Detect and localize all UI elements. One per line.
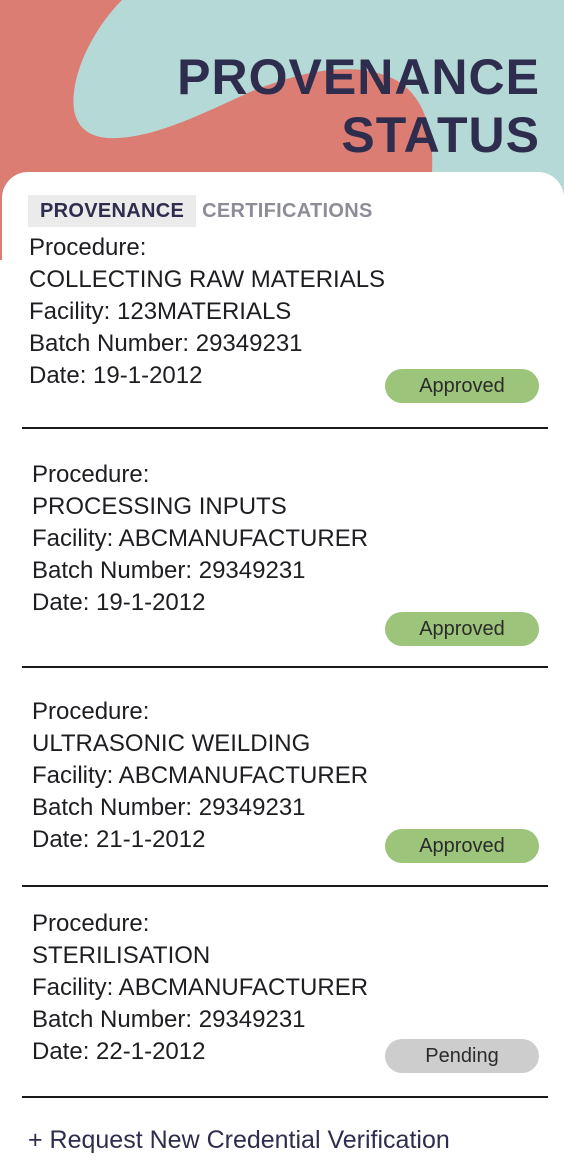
request-credential-verification-link[interactable]: + Request New Credential Verification: [28, 1126, 450, 1154]
date-day: 21: [96, 826, 123, 853]
procedure-name: PROCESSING INPUTS: [32, 493, 287, 520]
page-title-line-1: PROVENANCE: [177, 49, 540, 105]
status-badge-approved: Approved: [385, 369, 539, 403]
facility: Facility: ABCMANUFACTURER: [32, 974, 369, 1001]
facility: Facility: ABCMANUFACTURER: [32, 525, 369, 552]
record-divider: [22, 427, 548, 429]
facility: Facility: ABCMANUFACTURER: [32, 762, 369, 789]
page-title: [177, 48, 540, 164]
date-rest: -1-2012: [122, 826, 206, 853]
provenance-record: [0, 230, 564, 430]
tab-provenance[interactable]: PROVENANCE: [28, 195, 196, 227]
facility: Facility: 123MATERIALS: [29, 298, 292, 325]
page-title-line-2: STATUS: [341, 107, 540, 163]
date-label: Date:: [32, 589, 97, 616]
record-divider: [22, 666, 548, 668]
date-day: 22: [96, 1038, 123, 1065]
date: [32, 824, 368, 856]
provenance-record: [0, 906, 564, 1096]
date-day: 19: [93, 362, 120, 389]
date-rest: -1-2012: [119, 362, 203, 389]
record-divider: [22, 1096, 548, 1098]
batch-number: Batch Number: 29349231: [32, 557, 306, 584]
record-details: [32, 459, 368, 619]
provenance-record: [0, 694, 564, 884]
procedure-label: Procedure:: [29, 234, 147, 261]
date-label: Date:: [29, 362, 94, 389]
procedure-label: Procedure:: [32, 698, 150, 725]
procedure-name: ULTRASONIC WEILDING: [32, 730, 311, 757]
date: [29, 360, 385, 392]
procedure-name: COLLECTING RAW MATERIALS: [29, 266, 386, 293]
provenance-record: [0, 456, 564, 666]
date-rest: -1-2012: [122, 589, 206, 616]
date: [32, 1036, 368, 1068]
date: [32, 587, 368, 619]
tab-bar: [28, 195, 385, 227]
date-rest: -1-2012: [122, 1038, 206, 1065]
tab-certifications[interactable]: CERTIFICATIONS: [202, 200, 373, 222]
record-divider: [22, 885, 548, 887]
procedure-label: Procedure:: [32, 461, 150, 488]
batch-number: Batch Number: 29349231: [29, 330, 303, 357]
record-details: [32, 908, 368, 1068]
record-details: [29, 232, 385, 392]
status-badge-pending: Pending: [385, 1039, 539, 1073]
date-label: Date:: [32, 826, 97, 853]
procedure-name: STERILISATION: [32, 942, 211, 969]
date-day: 19: [96, 589, 123, 616]
record-details: [32, 696, 368, 856]
procedure-label: Procedure:: [32, 910, 150, 937]
batch-number: Batch Number: 29349231: [32, 1006, 306, 1033]
batch-number: Batch Number: 29349231: [32, 794, 306, 821]
status-badge-approved: Approved: [385, 829, 539, 863]
status-badge-approved: Approved: [385, 612, 539, 646]
date-label: Date:: [32, 1038, 97, 1065]
